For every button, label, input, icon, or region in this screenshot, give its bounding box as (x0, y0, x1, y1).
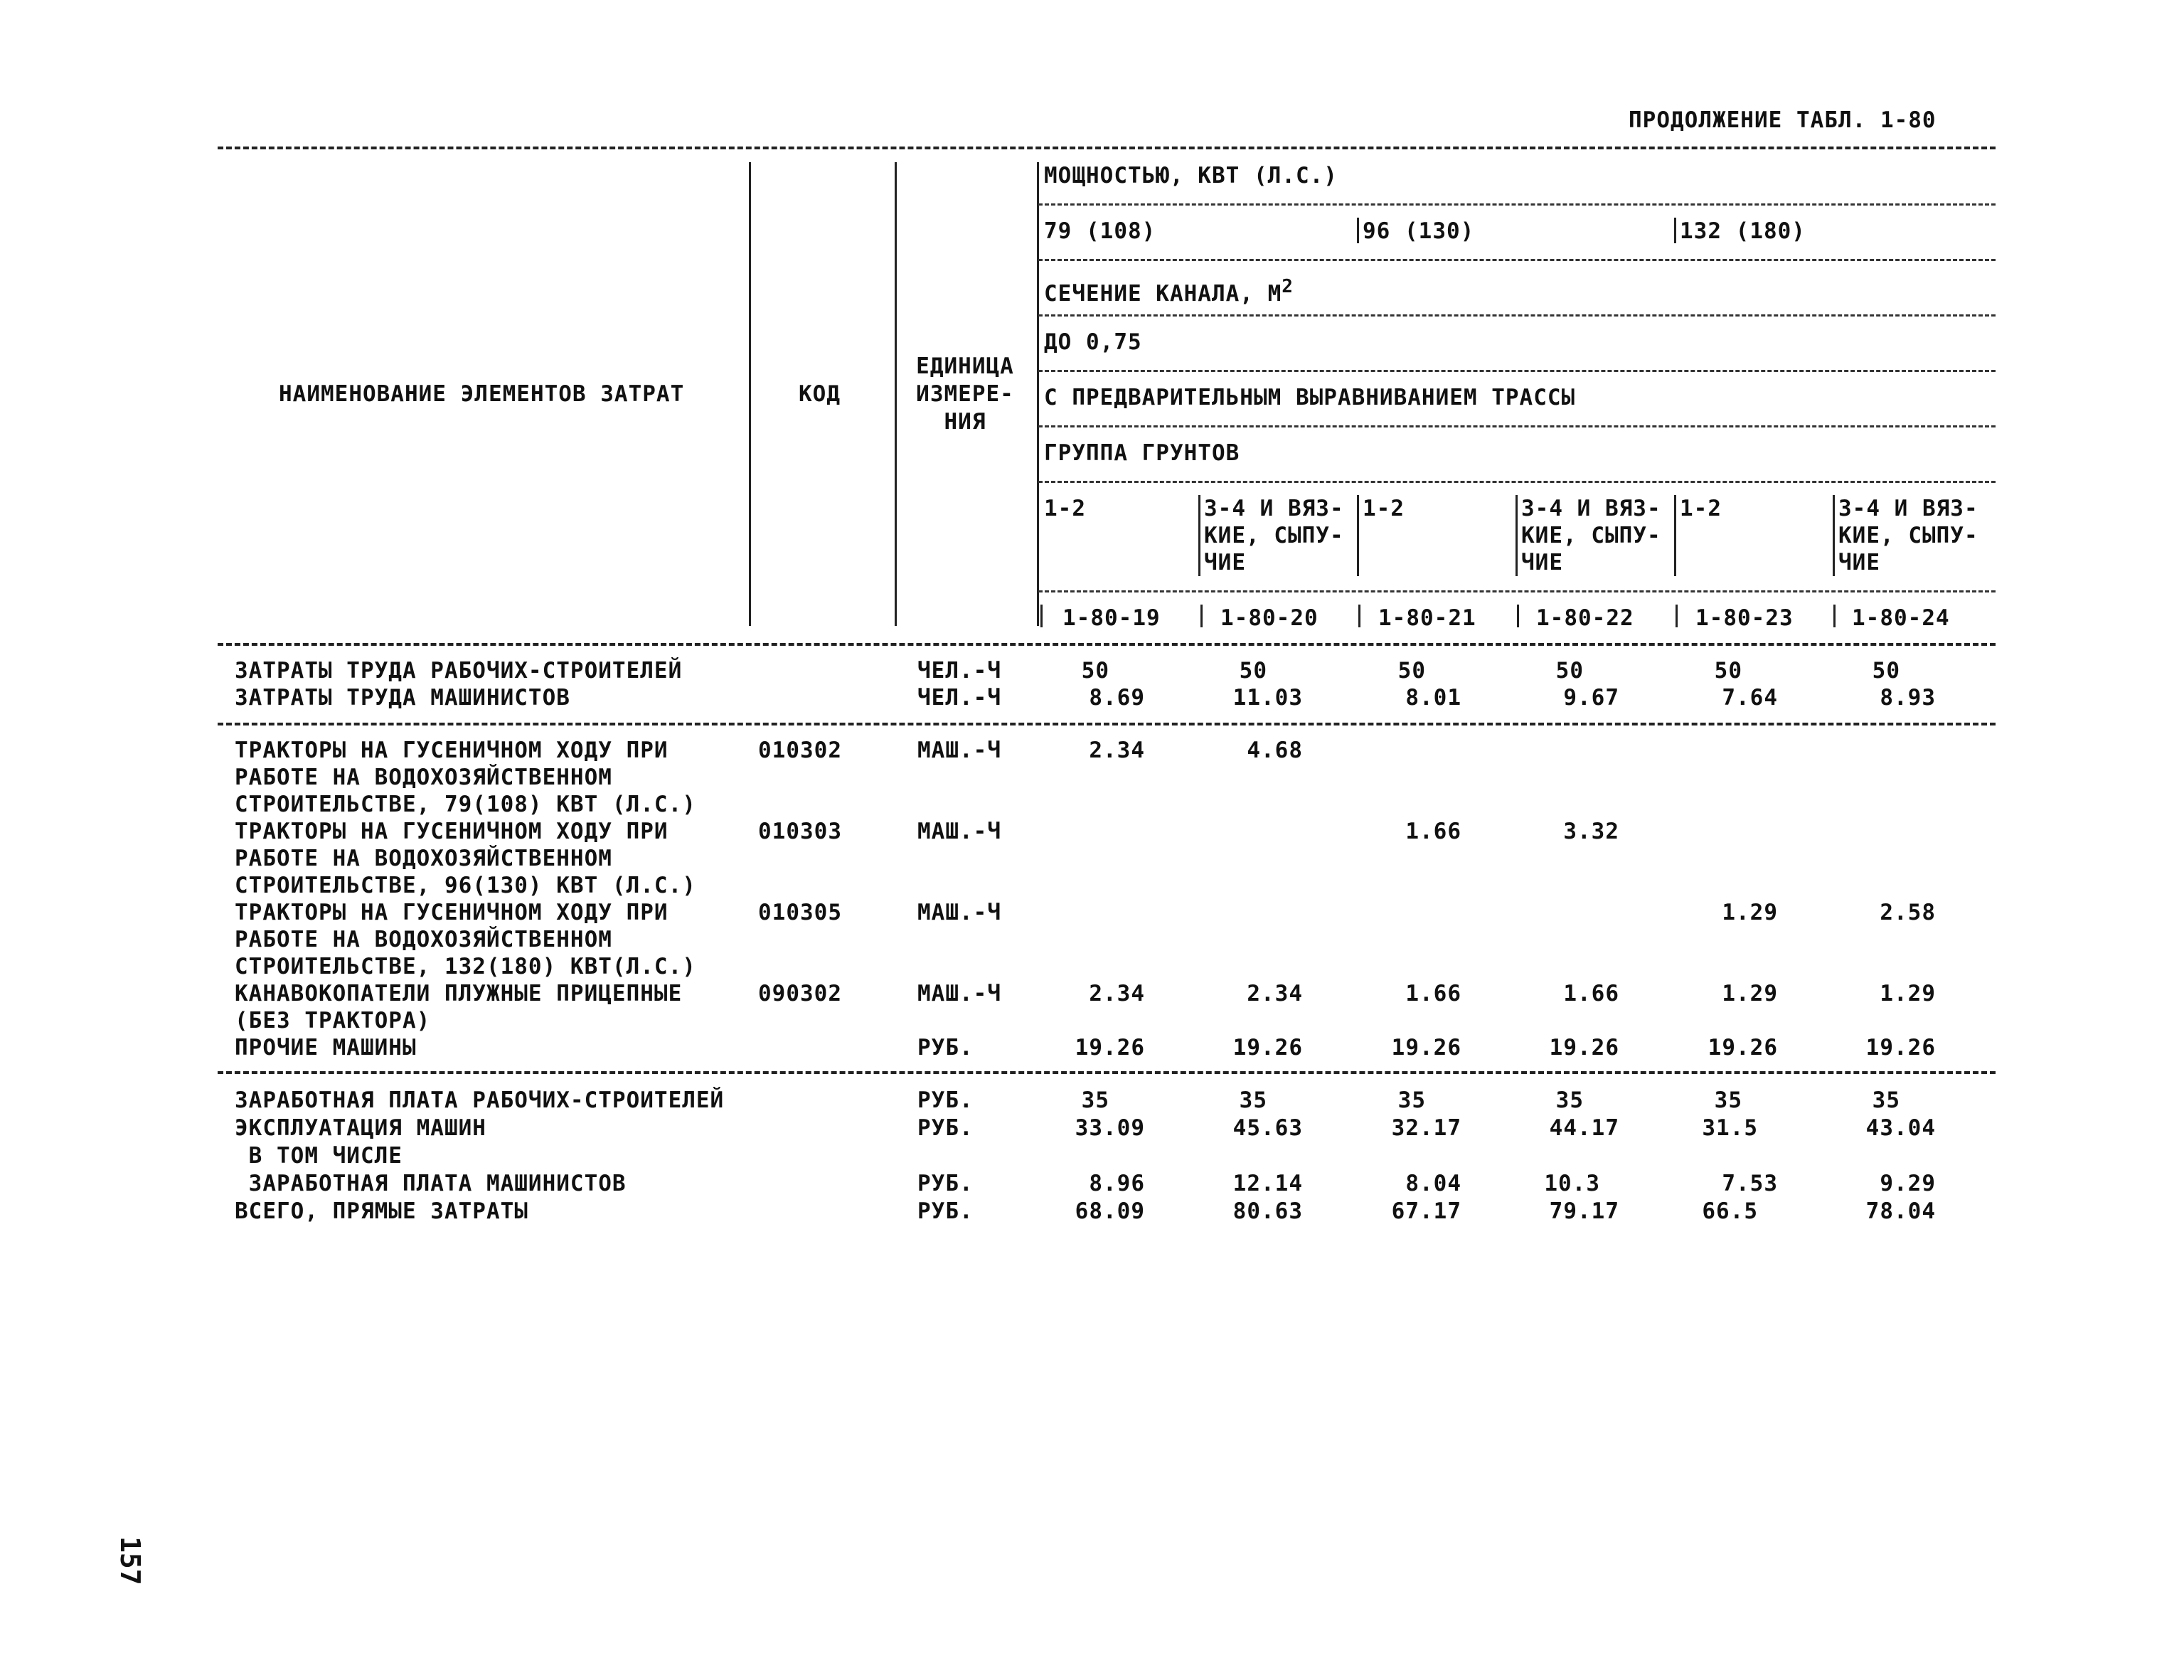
table-cell: 35 (1872, 1088, 1900, 1113)
machine-name-line: ТРАКТОРЫ НА ГУСЕНИЧНОМ ХОДУ ПРИ (235, 819, 668, 844)
table-cell: 79.17 (1549, 1198, 1619, 1224)
soil-divider (1833, 495, 1835, 576)
table-row-name: ЗАРАБОТНАЯ ПЛАТА РАБОЧИХ-СТРОИТЕЛЕЙ (235, 1088, 725, 1113)
table-cell: 50 (1872, 658, 1900, 684)
table-cell: 50 (1555, 658, 1584, 684)
table-cell: 9.29 (1880, 1171, 1936, 1196)
table-row-unit: РУБ. (917, 1088, 974, 1113)
code-divider (1358, 605, 1360, 627)
soil-group-3-4: ЧИЕ (1521, 550, 1563, 575)
unit-column-header-line1: ЕДИНИЦА (916, 353, 1014, 379)
machine-name-line: ТРАКТОРЫ НА ГУСЕНИЧНОМ ХОДУ ПРИ (235, 900, 668, 925)
power-132: 132 (180) (1680, 218, 1806, 244)
header-sub-rule (1038, 259, 1996, 261)
soil-group-1-2: 1-2 (1363, 496, 1405, 521)
table-cell: 35 (1714, 1088, 1742, 1113)
machine-code: 090302 (758, 981, 842, 1006)
table-row-name: ЗАТРАТЫ ТРУДА МАШИНИСТОВ (235, 685, 570, 711)
soil-group-1-2: 1-2 (1044, 496, 1086, 521)
table-cell: 1.66 (1563, 981, 1619, 1006)
table-row-unit: РУБ. (917, 1171, 974, 1196)
code-column-header: КОД (799, 381, 841, 407)
code-divider (1676, 605, 1678, 627)
header-top-rule (218, 147, 1996, 149)
machine-name-line: ПРОЧИЕ МАШИНЫ (235, 1035, 417, 1060)
machine-name-line: (БЕЗ ТРАКТОРА) (235, 1008, 431, 1033)
table-row-unit: МАШ.-Ч (917, 981, 1001, 1006)
table-row-unit: МАШ.-Ч (917, 900, 1001, 925)
table-cell: 32.17 (1391, 1115, 1461, 1141)
machine-name-line: СТРОИТЕЛЬСТВЕ, 132(180) КВТ(Л.С.) (235, 954, 696, 979)
page-number: 157 (114, 1536, 146, 1585)
soil-group-3-4: 3-4 И ВЯЗ- (1521, 496, 1661, 521)
table-cell: 78.04 (1865, 1198, 1936, 1224)
name-column-header: НАИМЕНОВАНИЕ ЭЛЕМЕНТОВ ЗАТРАТ (279, 381, 685, 407)
table-row-unit: ЧЕЛ.-Ч (917, 658, 1001, 684)
table-cell: 68.09 (1075, 1198, 1145, 1224)
table-cell: 2.34 (1247, 981, 1303, 1006)
header-col-divider-1 (749, 162, 751, 626)
norm-code-1-80-24: 1-80-24 (1852, 605, 1950, 631)
table-cell: 1.29 (1880, 981, 1936, 1006)
table-cell: 19.26 (1549, 1035, 1619, 1060)
table-cell: 19.26 (1708, 1035, 1778, 1060)
header-sub-rule (1038, 425, 1996, 427)
table-cell: 3.32 (1563, 819, 1619, 844)
table-row-name: В ТОМ ЧИСЛЕ (235, 1143, 403, 1169)
table-row-name: ЗАРАБОТНАЯ ПЛАТА МАШИНИСТОВ (235, 1171, 627, 1196)
machine-code: 010305 (758, 900, 842, 925)
header-sub-rule (1038, 314, 1996, 317)
table-cell: 8.96 (1089, 1171, 1145, 1196)
norm-code-1-80-23: 1-80-23 (1695, 605, 1794, 631)
machine-code: 010303 (758, 819, 842, 844)
table-cell: 44.17 (1549, 1115, 1619, 1141)
section-label: СЕЧЕНИЕ КАНАЛА, $М^2$ (1044, 276, 1294, 307)
table-cell: 2.58 (1880, 900, 1936, 925)
table-cell: 19.26 (1391, 1035, 1461, 1060)
header-col-divider-2 (895, 162, 897, 626)
table-cell: 2.34 (1089, 738, 1145, 763)
table-cell: 35 (1555, 1088, 1584, 1113)
machine-name-line: РАБОТЕ НА ВОДОХОЗЯЙСТВЕННОМ (235, 927, 612, 952)
table-cell: 50 (1714, 658, 1742, 684)
table-cell: 43.04 (1865, 1115, 1936, 1141)
table-cell: 19.26 (1232, 1035, 1303, 1060)
table-cell: 33.09 (1075, 1115, 1145, 1141)
norm-code-1-80-21: 1-80-21 (1378, 605, 1476, 631)
table-cell: 11.03 (1232, 685, 1303, 711)
table-cell: 9.67 (1563, 685, 1619, 711)
table-cell: 19.26 (1865, 1035, 1936, 1060)
code-divider (1200, 605, 1203, 627)
power-label: МОЩНОСТЬЮ, КВТ (Л.С.) (1044, 163, 1338, 188)
machine-name-line: ТРАКТОРЫ НА ГУСЕНИЧНОМ ХОДУ ПРИ (235, 738, 668, 763)
soil-group-label: ГРУППА ГРУНТОВ (1044, 440, 1240, 466)
table-cell: 8.69 (1089, 685, 1145, 711)
unit-column-header-line3: НИЯ (944, 409, 986, 435)
machine-name-line: РАБОТЕ НА ВОДОХОЗЯЙСТВЕННОМ (235, 765, 612, 790)
table-cell: 8.01 (1405, 685, 1461, 711)
page-title: ПРОДОЛЖЕНИЕ ТАБЛ. 1-80 (1629, 107, 1937, 133)
header-sub-rule (1038, 481, 1996, 483)
soil-group-3-4: ЧИЕ (1204, 550, 1246, 575)
soil-group-3-4: КИЕ, СЫПУ- (1521, 523, 1661, 548)
soil-divider (1674, 495, 1676, 576)
table-cell: 45.63 (1232, 1115, 1303, 1141)
table-cell: 2.34 (1089, 981, 1145, 1006)
section-superscript: 2 (1282, 276, 1294, 297)
soil-group-3-4: ЧИЕ (1838, 550, 1880, 575)
table-cell: 7.53 (1722, 1171, 1778, 1196)
table-cell: 50 (1397, 658, 1426, 684)
code-divider (1517, 605, 1519, 627)
upto-label: ДО 0,75 (1044, 329, 1142, 355)
table-cell: 1.66 (1405, 819, 1461, 844)
table-cell: 1.29 (1722, 900, 1778, 925)
soil-group-3-4: КИЕ, СЫПУ- (1838, 523, 1978, 548)
table-cell: 35 (1081, 1088, 1109, 1113)
table-cell: 50 (1239, 658, 1267, 684)
norm-code-1-80-20: 1-80-20 (1220, 605, 1319, 631)
soil-group-3-4: 3-4 И ВЯЗ- (1838, 496, 1978, 521)
machine-code: 010302 (758, 738, 842, 763)
table-cell: 8.04 (1405, 1171, 1461, 1196)
header-sub-rule (1038, 203, 1996, 206)
table-cell: 1.66 (1405, 981, 1461, 1006)
soil-divider (1357, 495, 1359, 576)
soil-group-3-4: 3-4 И ВЯЗ- (1204, 496, 1344, 521)
power-79: 79 (108) (1044, 218, 1156, 244)
soil-divider (1198, 495, 1200, 576)
machine-name-line: РАБОТЕ НА ВОДОХОЗЯЙСТВЕННОМ (235, 846, 612, 871)
section-rule (218, 1071, 1996, 1074)
header-bottom-rule (218, 643, 1996, 646)
machine-name-line: СТРОИТЕЛЬСТВЕ, 79(108) КВТ (Л.С.) (235, 792, 696, 817)
table-row-unit: РУБ. (917, 1035, 974, 1060)
table-cell: 12.14 (1232, 1171, 1303, 1196)
table-cell: 35 (1397, 1088, 1426, 1113)
table-row-unit: МАШ.-Ч (917, 738, 1001, 763)
section-rule (218, 723, 1996, 725)
table-cell: 35 (1239, 1088, 1267, 1113)
norm-code-1-80-22: 1-80-22 (1536, 605, 1634, 631)
power-96: 96 (130) (1363, 218, 1475, 244)
leveling-label: С ПРЕДВАРИТЕЛЬНЫМ ВЫРАВНИВАНИЕМ ТРАССЫ (1044, 385, 1576, 410)
header-sub-rule (1038, 370, 1996, 372)
unit-column-header-line2: ИЗМЕРЕ- (916, 381, 1014, 407)
table-cell: 31.5 (1702, 1115, 1758, 1141)
table-cell: 67.17 (1391, 1198, 1461, 1224)
table-cell: 7.64 (1722, 685, 1778, 711)
soil-group-1-2: 1-2 (1680, 496, 1722, 521)
power-divider-1 (1357, 218, 1359, 243)
table-cell: 1.29 (1722, 981, 1778, 1006)
table-cell: 8.93 (1880, 685, 1936, 711)
table-cell: 66.5 (1702, 1198, 1758, 1224)
machine-name-line: СТРОИТЕЛЬСТВЕ, 96(130) КВТ (Л.С.) (235, 873, 696, 898)
soil-divider (1516, 495, 1518, 576)
header-col-divider-3 (1037, 162, 1039, 626)
table-cell: 4.68 (1247, 738, 1303, 763)
table-row-name: ЗАТРАТЫ ТРУДА РАБОЧИХ-СТРОИТЕЛЕЙ (235, 658, 683, 684)
table-cell: 50 (1081, 658, 1109, 684)
table-row-name: ЭКСПЛУАТАЦИЯ МАШИН (235, 1115, 486, 1141)
table-row-name: ВСЕГО, ПРЯМЫЕ ЗАТРАТЫ (235, 1198, 528, 1224)
soil-group-3-4: КИЕ, СЫПУ- (1204, 523, 1344, 548)
table-row-unit: РУБ. (917, 1198, 974, 1224)
table-cell: 19.26 (1075, 1035, 1145, 1060)
table-row-unit: РУБ. (917, 1115, 974, 1141)
code-divider (1040, 605, 1043, 627)
power-divider-2 (1674, 218, 1676, 243)
norm-code-1-80-19: 1-80-19 (1062, 605, 1161, 631)
table-cell: 80.63 (1232, 1198, 1303, 1224)
table-row-unit: МАШ.-Ч (917, 819, 1001, 844)
code-divider (1833, 605, 1836, 627)
table-cell: 10.3 (1544, 1171, 1600, 1196)
table-row-unit: ЧЕЛ.-Ч (917, 685, 1001, 711)
header-sub-rule (1038, 590, 1996, 592)
machine-name-line: КАНАВОКОПАТЕЛИ ПЛУЖНЫЕ ПРИЦЕПНЫЕ (235, 981, 683, 1006)
